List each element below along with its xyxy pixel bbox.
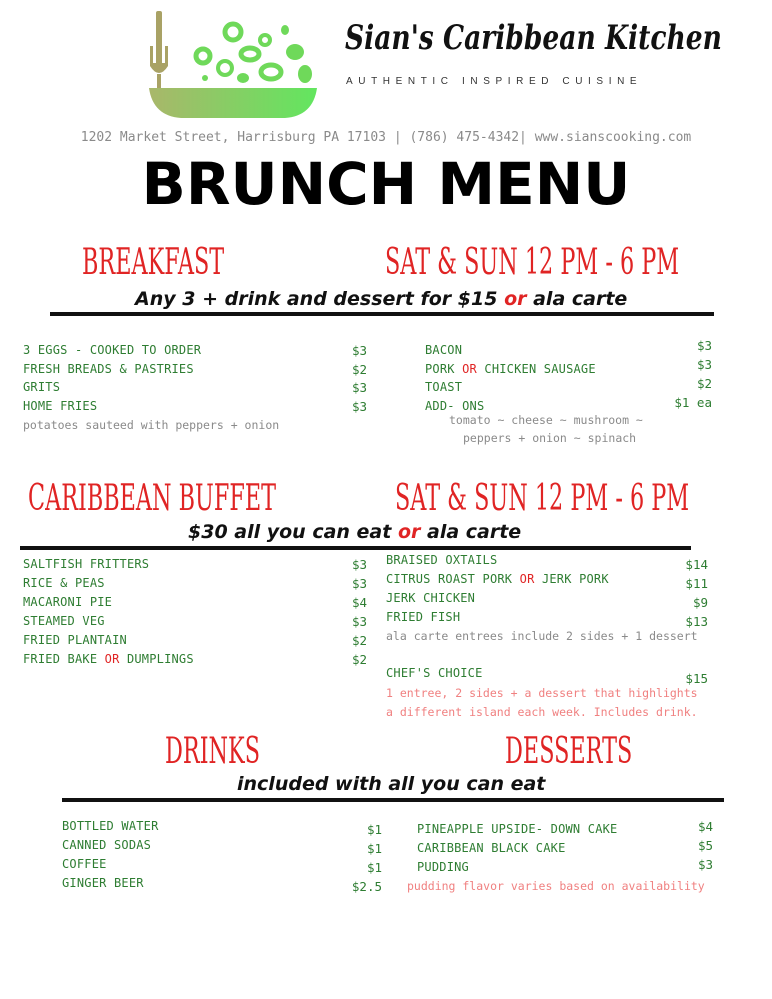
deal-text: ala carte xyxy=(420,521,522,543)
menu-item xyxy=(386,572,609,586)
item-price: $3 xyxy=(351,380,367,395)
menu-item: ADD- ONS xyxy=(425,399,485,413)
item-price: $4 xyxy=(697,819,713,834)
breakfast-deal xyxy=(135,288,627,310)
salad-bowl-with-fork-icon xyxy=(145,8,325,123)
menu-item xyxy=(425,362,596,376)
menu-item: STEAMED VEG xyxy=(23,614,105,628)
menu-item: BRAISED OXTAILS xyxy=(386,553,498,567)
item-price: $3 xyxy=(351,557,367,572)
item-price: $14 xyxy=(685,557,708,572)
menu-item: GINGER BEER xyxy=(62,876,144,890)
item-price: $15 xyxy=(685,671,708,686)
menu-item: SALTFISH FRITTERS xyxy=(23,557,150,571)
menu-item: PUDDING xyxy=(417,860,469,874)
logo xyxy=(145,8,325,123)
item-text: CHICKEN SAUSAGE xyxy=(476,362,596,376)
item-price: $9 xyxy=(692,595,708,610)
menu-item: CHEF'S CHOICE xyxy=(386,666,483,680)
deal-or: or xyxy=(504,288,527,310)
menu-item: JERK CHICKEN xyxy=(386,591,476,605)
item-price: $3 xyxy=(351,343,367,358)
item-note: potatoes sauteed with peppers + onion xyxy=(23,418,280,432)
dessert-note: pudding flavor varies based on availability xyxy=(407,879,705,893)
menu-item: HOME FRIES xyxy=(23,399,98,413)
menu-item: CANNED SODAS xyxy=(62,838,152,852)
menu-item: TOAST xyxy=(425,380,463,394)
menu-item: COFFEE xyxy=(62,857,107,871)
breakfast-hours: SAT & SUN 12 PM - 6 PM xyxy=(385,242,680,283)
menu-item: PINEAPPLE UPSIDE- DOWN CAKE xyxy=(417,822,618,836)
chef-note: 1 entree, 2 sides + a dessert that highlights xyxy=(386,686,698,700)
deal-text: $30 all you can eat xyxy=(188,521,398,543)
menu-item: BACON xyxy=(425,343,463,357)
item-text: JERK PORK xyxy=(534,572,609,586)
item-price: $13 xyxy=(685,614,708,629)
breakfast-divider xyxy=(50,312,714,316)
item-price: $3 xyxy=(351,576,367,591)
menu-item: 3 EGGS - COOKED TO ORDER xyxy=(23,343,202,357)
menu-item: CARIBBEAN BLACK CAKE xyxy=(417,841,566,855)
item-price: $11 xyxy=(685,576,708,591)
entree-note: ala carte entrees include 2 sides + 1 dessert xyxy=(386,629,698,643)
menu-item: FRIED FISH xyxy=(386,610,461,624)
item-price: $3 xyxy=(351,614,367,629)
buffet-deal xyxy=(188,521,521,543)
addons-note: peppers + onion ~ spinach xyxy=(463,431,637,445)
menu-item: GRITS xyxy=(23,380,61,394)
buffet-divider xyxy=(20,546,691,550)
brand-tagline: AUTHENTIC INSPIRED CUISINE xyxy=(346,76,643,87)
addons-note: tomato ~ cheese ~ mushroom ~ xyxy=(449,413,643,427)
menu-item xyxy=(23,652,194,666)
menu-item: MACARONI PIE xyxy=(23,595,113,609)
brand-name: Sian's Caribbean Kitchen xyxy=(345,18,722,58)
item-price: $3 xyxy=(697,857,713,872)
item-price: $2 xyxy=(696,376,712,391)
item-text: DUMPLINGS xyxy=(119,652,194,666)
item-price: $5 xyxy=(697,838,713,853)
chef-note: a different island each week. Includes drink. xyxy=(386,705,698,719)
deal-text: ala carte xyxy=(526,288,628,310)
item-price: $1 xyxy=(366,841,382,856)
page-title: BRUNCH MENU xyxy=(141,150,631,218)
deal-text: Any 3 + drink and dessert for $15 xyxy=(135,288,505,310)
item-price: $1 xyxy=(366,822,382,837)
item-text: PORK xyxy=(425,362,463,376)
item-price: $2.5 xyxy=(351,879,382,894)
item-price: $1 xyxy=(366,860,382,875)
drinks-divider xyxy=(62,798,724,802)
menu-item: BOTTLED WATER xyxy=(62,819,159,833)
deal-or: or xyxy=(397,521,421,543)
menu-item: FRIED PLANTAIN xyxy=(23,633,127,647)
drinks-heading: DRINKS xyxy=(165,731,261,772)
item-price: $3 xyxy=(696,357,712,372)
desserts-heading: DESSERTS xyxy=(505,731,633,772)
menu-item: FRESH BREADS & PASTRIES xyxy=(23,362,194,376)
item-price: $2 xyxy=(351,362,367,377)
item-price: $2 xyxy=(351,652,367,667)
item-price: $2 xyxy=(351,633,367,648)
menu-item: RICE & PEAS xyxy=(23,576,105,590)
item-text: FRIED BAKE xyxy=(23,652,105,666)
buffet-heading: CARIBBEAN BUFFET xyxy=(28,478,277,519)
item-or: OR xyxy=(519,572,535,586)
item-or: OR xyxy=(462,362,477,376)
item-text: CITRUS ROAST PORK xyxy=(386,572,520,586)
breakfast-heading: BREAKFAST xyxy=(82,242,225,283)
item-or: OR xyxy=(104,652,120,666)
item-price: $4 xyxy=(351,595,367,610)
drinks-desserts-sub: included with all you can eat xyxy=(237,773,546,795)
buffet-hours: SAT & SUN 12 PM - 6 PM xyxy=(395,478,690,519)
contact-line: 1202 Market Street, Harrisburg PA 17103 | (786) 475-4342| www.sianscooking.com xyxy=(80,130,692,145)
item-price: $3 xyxy=(696,338,712,353)
item-price: $3 xyxy=(351,399,367,414)
item-price: $1 ea xyxy=(674,395,712,410)
